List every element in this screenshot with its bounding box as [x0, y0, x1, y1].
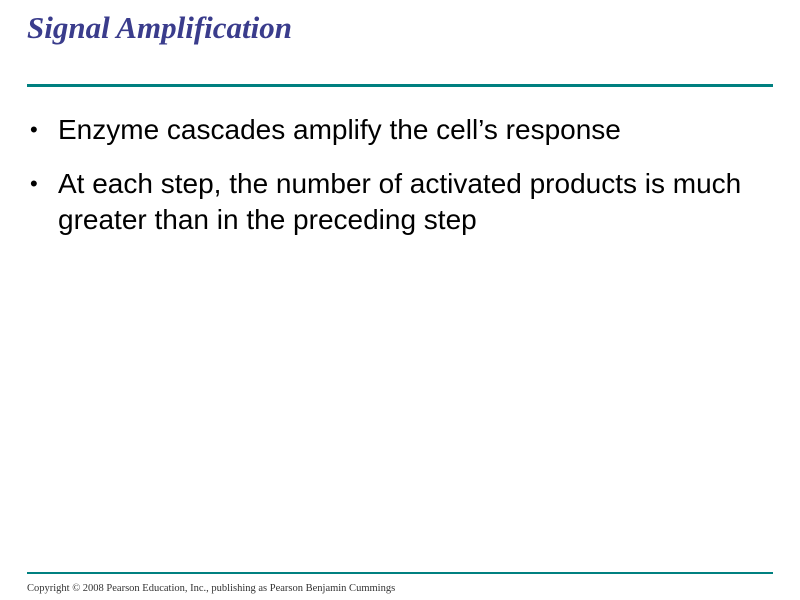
copyright-notice: Copyright © 2008 Pearson Education, Inc., publishing as Pearson Benjamin Cummings [27, 583, 396, 594]
bullet-list [30, 112, 775, 256]
footer-divider [27, 572, 773, 574]
bullet-item [30, 112, 775, 148]
bullet-text: Enzyme cascades amplify the cell’s response [58, 114, 621, 145]
bullet-marker: • [30, 117, 38, 142]
title-divider [27, 84, 773, 87]
slide-title: Signal Amplification [27, 10, 292, 45]
bullet-marker: • [30, 171, 38, 196]
bullet-text: At each step, the number of activated products is much greater than in the preceding step [58, 168, 742, 235]
bullet-item [30, 166, 775, 238]
